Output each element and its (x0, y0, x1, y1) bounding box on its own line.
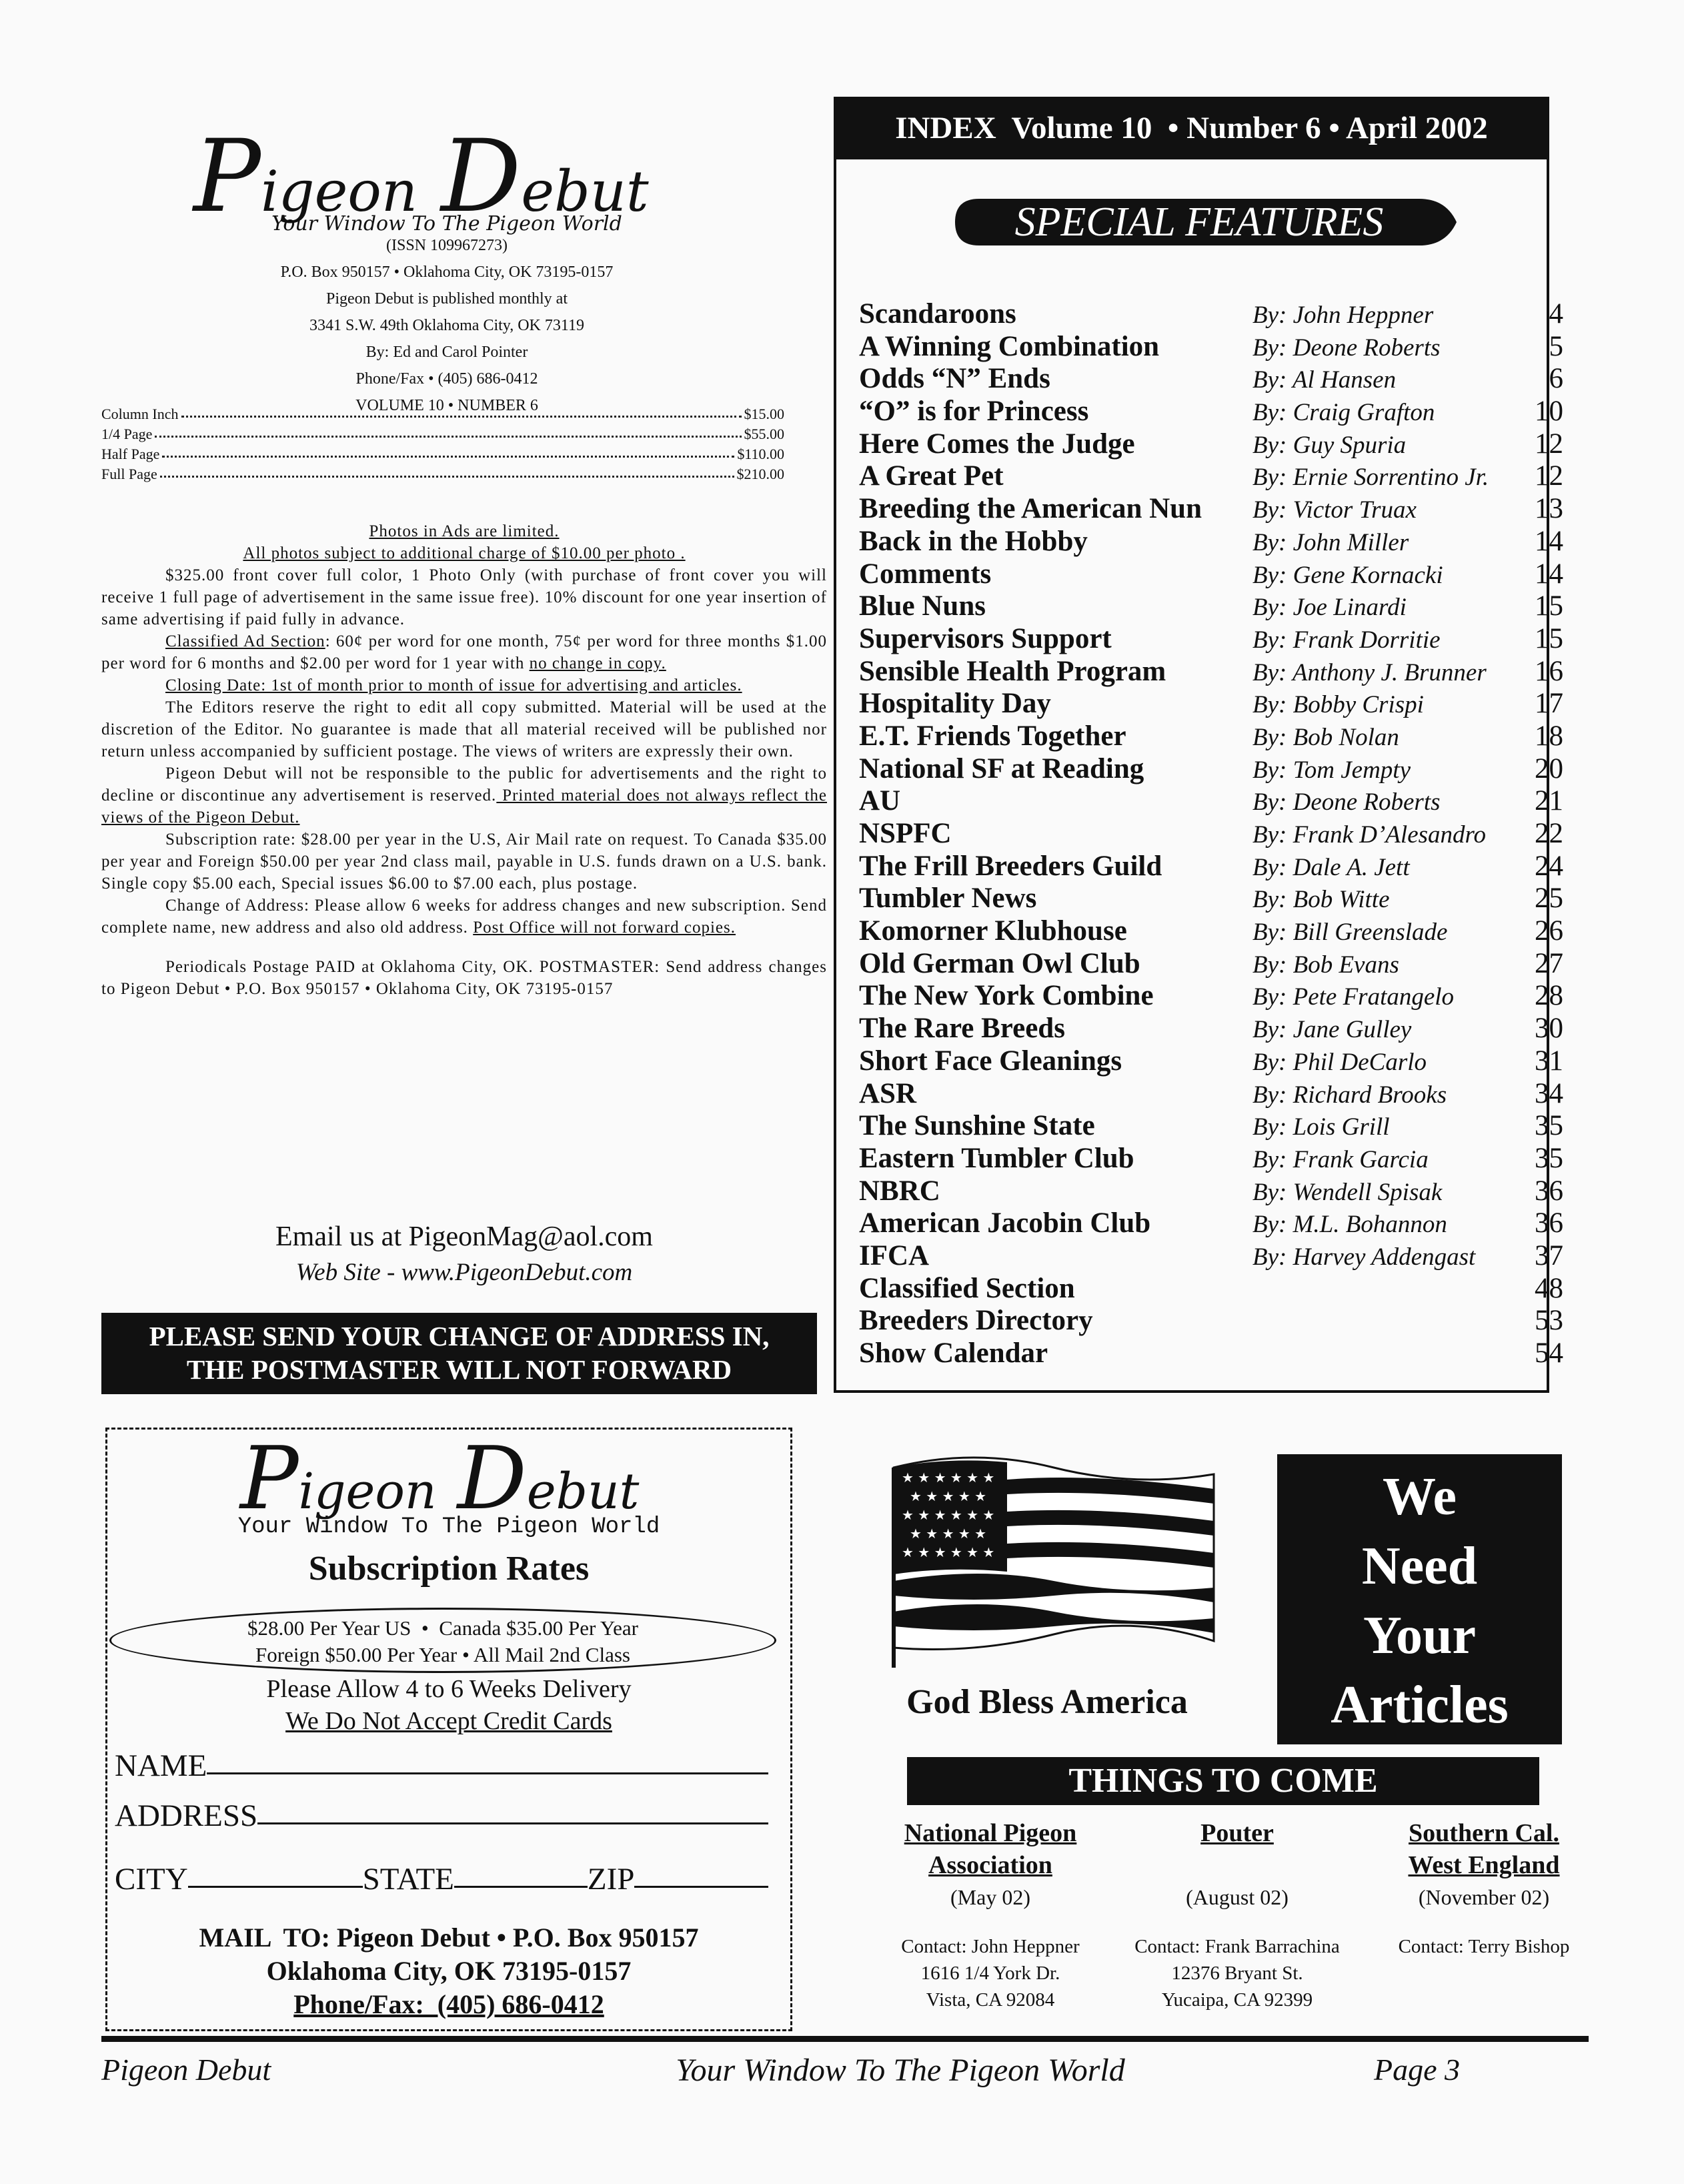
index-entry[interactable] (859, 330, 1563, 363)
index-header: INDEX Volume 10 • Number 6 • April 2002 (834, 97, 1549, 159)
special-features-title: SPECIAL FEATURES (1014, 199, 1384, 245)
rate-price: $15.00 (744, 406, 784, 422)
email-line: Email us at PigeonMag@aol.com (275, 1221, 653, 1252)
entry-title: Short Face Gleanings (859, 1045, 1122, 1077)
responsibility-policy (101, 762, 827, 829)
index-entry[interactable] (859, 395, 1563, 428)
entry-author: By: Bobby Crispi (1252, 691, 1424, 719)
index-entry[interactable] (859, 525, 1563, 558)
entry-page: 24 (1535, 850, 1563, 882)
event-pouter (1114, 1817, 1361, 2013)
form-tagline: Your Window To The Pigeon World (237, 1514, 660, 1540)
no-credit-cards-note: We Do Not Accept Credit Cards (285, 1707, 612, 1735)
entry-title: Tumbler News (859, 883, 1037, 915)
articles-line-4: Articles (1331, 1676, 1509, 1734)
entry-author: By: Dale A. Jett (1252, 853, 1410, 881)
event-contact: Contact: Frank Barrachina (1134, 1936, 1340, 1957)
entry-page: 6 (1549, 363, 1563, 395)
entry-title: NBRC (859, 1175, 940, 1207)
classified-policy (101, 630, 827, 674)
logo-word-ebut: ebut (526, 1463, 640, 1520)
entry-title: American Jacobin Club (859, 1207, 1151, 1239)
event-name-1: National Pigeon (904, 1819, 1077, 1847)
entry-author: By: Bill Greenslade (1252, 919, 1448, 947)
editors-line: By: Ed and Carol Pointer (365, 344, 528, 361)
logo-word-igeon: igeon (260, 159, 417, 224)
index-entry[interactable] (859, 1012, 1563, 1045)
mail-line-1: MAIL TO: Pigeon Debut • P.O. Box 950157 (199, 1923, 699, 1953)
entry-author: By: Bob Witte (1252, 886, 1390, 914)
address-change-policy (101, 895, 827, 939)
footer-publication: Pigeon Debut (101, 2053, 271, 2087)
entry-page: 36 (1535, 1175, 1563, 1207)
mailing-instructions (105, 1921, 792, 2021)
entry-author: By: Gene Kornacki (1252, 561, 1443, 589)
entry-page: 18 (1535, 720, 1563, 752)
rates-oval (109, 1608, 776, 1673)
entry-title: Eastern Tumbler Club (859, 1142, 1134, 1174)
entry-title: Classified Section (859, 1272, 1075, 1304)
entry-page: 25 (1535, 883, 1563, 915)
svg-text:★ ★ ★ ★ ★ ★: ★ ★ ★ ★ ★ ★ (902, 1470, 995, 1486)
index-entry[interactable] (859, 492, 1563, 525)
entry-author: By: Phil DeCarlo (1252, 1048, 1427, 1076)
entry-title: “O” is for Princess (859, 396, 1089, 428)
publication-info (133, 232, 760, 419)
address-label: ADDRESS (115, 1798, 258, 1833)
subscription-policy: Subscription rate: $28.00 per year in the U.S, Air Mail rate on request. To Canada $35.00 per year and Foreign $50.00 per year 2nd class mail, payable in U.S. funds drawn on a U.S. bank. Single copy $5.00 each, Special issues $6.00 to $7.00 each, plus postage. (101, 831, 827, 893)
entry-title: Komorner Klubhouse (859, 915, 1127, 947)
notice-line-2: THE POSTMASTER WILL NOT FORWARD (186, 1354, 732, 1385)
entry-author: By: Frank Dorritie (1252, 626, 1441, 654)
index-entry[interactable] (859, 590, 1563, 622)
rate-label: Column Inch (101, 406, 179, 422)
entry-author: By: John Miller (1252, 528, 1409, 556)
address-field[interactable] (115, 1798, 768, 1834)
entry-author: By: Bob Nolan (1252, 723, 1399, 751)
entry-author: By: Frank Garcia (1252, 1145, 1429, 1173)
zip-label: ZIP (587, 1862, 635, 1896)
rate-label: 1/4 Page (101, 426, 153, 442)
index-entry[interactable] (859, 1109, 1563, 1142)
responsibility-text: Pigeon Debut will not be responsible to the public for advertisements and the right to decline or discontinue any advertisement is reserved. (101, 764, 827, 804)
notice-line-1: PLEASE SEND YOUR CHANGE OF ADDRESS IN, (149, 1321, 770, 1351)
event-contact: Contact: John Heppner (901, 1936, 1080, 1957)
phone-line: Phone/Fax • (405) 686-0412 (355, 370, 538, 388)
entry-title: The New York Combine (859, 980, 1154, 1012)
footer-page-number: Page 3 (1374, 2053, 1461, 2087)
index-entry[interactable] (859, 784, 1563, 817)
entry-title: Old German Owl Club (859, 947, 1140, 979)
classified-text: : 60¢ per word for one month, 75¢ per word for three months $1.00 per word for 6 months and $2.00 per word for 1 year with (101, 632, 828, 672)
index-entry[interactable] (859, 1142, 1563, 1175)
change-of-address-notice (101, 1313, 817, 1394)
entry-title: A Winning Combination (859, 330, 1160, 362)
entry-title: Scandaroons (859, 298, 1016, 330)
entry-author: By: Pete Fratangelo (1252, 983, 1455, 1011)
index-entry[interactable] (859, 622, 1563, 655)
entry-page: 16 (1535, 655, 1563, 687)
rate-row (101, 404, 784, 424)
po-box-line: P.O. Box 950157 • Oklahoma City, OK 73195-0157 (280, 263, 614, 281)
entry-title: Blue Nuns (859, 590, 986, 622)
index-entry[interactable] (859, 460, 1563, 492)
index-entry[interactable] (859, 1207, 1563, 1239)
photos-heading: Photos in Ads are limited. (369, 522, 560, 540)
entry-author: By: Frank D’Alesandro (1252, 821, 1487, 849)
entry-author: By: Al Hansen (1252, 366, 1397, 394)
entry-page: 31 (1535, 1045, 1563, 1077)
entry-author: By: Tom Jempty (1252, 756, 1411, 784)
entry-page: 22 (1535, 818, 1563, 849)
entry-title: The Sunshine State (859, 1110, 1095, 1142)
articles-line-3: Your (1363, 1606, 1476, 1665)
entry-page: 4 (1549, 298, 1563, 330)
entry-page: 14 (1535, 525, 1563, 557)
entry-title: Hospitality Day (859, 688, 1051, 720)
logo-letter-p: P (240, 1428, 299, 1529)
entry-page: 10 (1535, 396, 1563, 428)
name-field[interactable] (115, 1748, 768, 1784)
entry-page: 35 (1535, 1110, 1563, 1142)
svg-text:★ ★ ★ ★ ★: ★ ★ ★ ★ ★ (910, 1488, 987, 1504)
entry-page: 13 (1535, 493, 1563, 525)
issn-line: (ISSN 109967273) (385, 237, 508, 254)
event-address-1: 12376 Bryant St. (1171, 1963, 1303, 1984)
entry-author: By: John Heppner (1252, 302, 1434, 329)
entry-page: 20 (1535, 752, 1563, 784)
articles-call-box (1277, 1454, 1562, 1744)
name-label: NAME (115, 1748, 207, 1783)
index-entry[interactable] (859, 720, 1563, 752)
event-date: (August 02) (1186, 1885, 1289, 1909)
entry-page: 27 (1535, 947, 1563, 979)
entry-author: By: Guy Spuria (1252, 431, 1407, 459)
entry-title: The Frill Breeders Guild (859, 850, 1162, 882)
entry-page: 21 (1535, 785, 1563, 817)
rate-label: Half Page (101, 446, 160, 462)
rate-price: $110.00 (737, 446, 784, 462)
logo-letter-d: D (441, 119, 522, 235)
rate-price: $210.00 (736, 466, 784, 482)
closing-date: Closing Date: 1st of month prior to month of issue for advertising and articles. (165, 676, 742, 694)
entry-title: Odds “N” Ends (859, 363, 1050, 395)
rate-row (101, 424, 784, 444)
index-entry[interactable] (859, 882, 1563, 915)
entry-author: By: Craig Grafton (1252, 399, 1435, 427)
event-address-1: 1616 1/4 York Dr. (920, 1963, 1060, 1984)
entry-title: ASR (859, 1077, 917, 1109)
event-address-2: Vista, CA 92084 (926, 1989, 1055, 2011)
entry-title: Breeders Directory (859, 1305, 1093, 1337)
articles-line-1: We (1382, 1468, 1457, 1526)
rate-row (101, 444, 784, 464)
index-entry[interactable] (859, 655, 1563, 688)
city-state-zip-field[interactable] (115, 1861, 768, 1897)
footer-rule (101, 2036, 1589, 2042)
index-entry[interactable] (859, 1239, 1563, 1272)
svg-text:★ ★ ★ ★ ★: ★ ★ ★ ★ ★ (910, 1526, 987, 1542)
articles-line-2: Need (1361, 1537, 1478, 1596)
entry-page: 53 (1535, 1305, 1563, 1337)
footer-tagline: Your Window To The Pigeon World (676, 2053, 1125, 2088)
event-date: (May 02) (950, 1885, 1030, 1909)
entry-author: By: Victor Truax (1252, 496, 1417, 524)
special-features-banner (952, 196, 1459, 248)
flag-caption: God Bless America (906, 1683, 1188, 1721)
index-entry[interactable] (859, 817, 1563, 850)
svg-text:★ ★ ★ ★ ★ ★: ★ ★ ★ ★ ★ ★ (902, 1507, 995, 1523)
rate-row (101, 464, 784, 484)
editors-policy: The Editors reserve the right to edit all copy submitted. Material will be used at the discretion of the Editor. No guarantee is made that all material received will be published nor return unless accompanied by sufficient postage. The views of writers are expressly their own. (101, 698, 827, 760)
index-entry[interactable] (859, 1272, 1563, 1305)
entry-title: NSPFC (859, 818, 952, 849)
entry-title: Sensible Health Program (859, 655, 1166, 687)
entry-page: 17 (1535, 688, 1563, 720)
entry-title: Here Comes the Judge (859, 428, 1135, 460)
rates-line-1: $28.00 Per Year US • Canada $35.00 Per Year (247, 1616, 639, 1640)
event-name-1: Southern Cal. (1409, 1819, 1559, 1847)
entry-page: 15 (1535, 590, 1563, 622)
entry-title: E.T. Friends Together (859, 720, 1126, 752)
american-flag-image (880, 1448, 1227, 1674)
index-list (859, 298, 1563, 1370)
index-entry[interactable] (859, 947, 1563, 980)
entry-page: 36 (1535, 1207, 1563, 1239)
event-name-1: Pouter (1200, 1819, 1274, 1847)
entry-title: AU (859, 785, 901, 817)
index-entry[interactable] (859, 1077, 1563, 1110)
event-name-2: West England (1408, 1851, 1560, 1879)
index-entry[interactable] (859, 298, 1563, 330)
state-line[interactable] (454, 1886, 588, 1888)
periodicals-notice: Periodicals Postage PAID at Oklahoma City, OK. POSTMASTER: Send address changes to Pigeon Debut • P.O. Box 950157 • Oklahoma City, OK 73195-0157 (101, 958, 827, 998)
entry-page: 30 (1535, 1013, 1563, 1045)
entry-page: 15 (1535, 622, 1563, 654)
index-entry[interactable] (859, 1045, 1563, 1077)
city-line[interactable] (188, 1886, 363, 1888)
entry-page: 28 (1535, 980, 1563, 1012)
mail-line-2: Oklahoma City, OK 73195-0157 (266, 1956, 632, 1986)
entry-title: Supervisors Support (859, 622, 1112, 654)
name-line[interactable] (207, 1772, 768, 1774)
entry-title: Comments (859, 558, 992, 590)
cover-policy: $325.00 front cover full color, 1 Photo Only (with purchase of front cover you will receive 1 full page of advertisement in the same issue free). 10% discount for one year insertion of same advertising if paid fully in advance. (101, 566, 827, 628)
responsibility-note: Printed material does not always reflect the views of the Pigeon Debut. (101, 786, 827, 827)
entry-author: By: Richard Brooks (1252, 1081, 1447, 1109)
logo-letter-d: D (457, 1428, 527, 1529)
entry-page: 54 (1535, 1337, 1563, 1369)
entry-author: By: Deone Roberts (1252, 334, 1441, 362)
masthead-tagline: Your Window To The Pigeon World (271, 212, 622, 235)
city-label: CITY (115, 1862, 188, 1896)
entry-page: 12 (1535, 460, 1563, 492)
entry-title: IFCA (859, 1239, 930, 1271)
street-address-line: 3341 S.W. 49th Oklahoma City, OK 73119 (309, 317, 584, 334)
address-change-text: Change of Address: Please allow 6 weeks for address changes and new subscription. Send complete name, new address and also old address. (101, 897, 827, 937)
event-date: (November 02) (1418, 1885, 1550, 1909)
entry-page: 14 (1535, 558, 1563, 590)
index-entry[interactable] (859, 558, 1563, 590)
index-entry[interactable] (859, 979, 1563, 1012)
entry-title: Show Calendar (859, 1337, 1048, 1369)
entry-page: 35 (1535, 1142, 1563, 1174)
entry-author: By: M.L. Bohannon (1252, 1211, 1447, 1239)
volume-line: VOLUME 10 • NUMBER 6 (355, 397, 538, 414)
rate-label: Full Page (101, 466, 157, 482)
rate-price: $55.00 (744, 426, 784, 442)
event-southern-cal (1361, 1817, 1607, 1960)
index-entry[interactable] (859, 850, 1563, 883)
ad-rates-table (101, 404, 784, 484)
entry-author: By: Anthony J. Brunner (1252, 658, 1487, 686)
entry-author: By: Wendell Spisak (1252, 1178, 1443, 1206)
state-label: STATE (362, 1862, 454, 1896)
entry-page: 12 (1535, 428, 1563, 460)
flag-icon (880, 1448, 1227, 1674)
event-name-2 (1114, 1849, 1361, 1881)
photos-charge: All photos subject to additional charge of $10.00 per photo . (243, 544, 686, 562)
address-change-note: Post Office will not forward copies. (473, 919, 736, 937)
entry-title: Back in the Hobby (859, 525, 1088, 557)
entry-page: 34 (1535, 1077, 1563, 1109)
delivery-note: Please Allow 4 to 6 Weeks Delivery (266, 1675, 632, 1703)
event-national-pigeon (867, 1817, 1114, 2013)
entry-page: 26 (1535, 915, 1563, 947)
entry-author: By: Lois Grill (1252, 1113, 1390, 1141)
index-entry[interactable] (859, 752, 1563, 785)
index-entry[interactable] (859, 428, 1563, 460)
mail-line-3: Phone/Fax: (405) 686-0412 (293, 1989, 604, 2019)
entry-author: By: Jane Gulley (1252, 1016, 1412, 1044)
policy-text (101, 520, 827, 1000)
entry-page: 48 (1535, 1272, 1563, 1304)
entry-author: By: Harvey Addengast (1252, 1243, 1476, 1271)
subscription-heading: Subscription Rates (308, 1550, 590, 1588)
index-entry[interactable] (859, 1175, 1563, 1207)
zip-line[interactable] (634, 1886, 768, 1888)
website-line: Web Site - www.PigeonDebut.com (295, 1259, 633, 1286)
published-line: Pigeon Debut is published monthly at (326, 290, 568, 308)
entry-author: By: Joe Linardi (1252, 594, 1407, 622)
classified-note: no change in copy. (529, 654, 666, 672)
index-entry[interactable] (859, 1304, 1563, 1337)
entry-title: Breeding the American Nun (859, 493, 1202, 525)
entry-author: By: Deone Roberts (1252, 788, 1441, 816)
logo-word-ebut: ebut (521, 159, 649, 224)
svg-text:★ ★ ★ ★ ★ ★: ★ ★ ★ ★ ★ ★ (902, 1544, 995, 1560)
logo-word-igeon: igeon (298, 1463, 437, 1520)
rates-line-2: Foreign $50.00 Per Year • All Mail 2nd Class (255, 1643, 630, 1666)
entry-page: 37 (1535, 1239, 1563, 1271)
index-entry[interactable] (859, 687, 1563, 720)
things-to-come-header: THINGS TO COME (907, 1757, 1539, 1805)
entry-author: By: Bob Evans (1252, 951, 1399, 979)
index-entry[interactable] (859, 362, 1563, 395)
index-entry[interactable] (859, 1337, 1563, 1370)
entry-title: The Rare Breeds (859, 1013, 1065, 1045)
entry-author: By: Ernie Sorrentino Jr. (1252, 464, 1489, 492)
entry-title: National SF at Reading (859, 752, 1144, 784)
logo-letter-p: P (193, 119, 261, 235)
classified-label: Classified Ad Section (165, 632, 325, 650)
event-contact: Contact: Terry Bishop (1398, 1936, 1570, 1957)
entry-title: A Great Pet (859, 460, 1004, 492)
event-name-2: Association (928, 1851, 1052, 1879)
address-line[interactable] (257, 1822, 768, 1824)
entry-page: 5 (1549, 330, 1563, 362)
index-entry[interactable] (859, 915, 1563, 947)
event-address-2: Yucaipa, CA 92399 (1161, 1989, 1313, 2011)
